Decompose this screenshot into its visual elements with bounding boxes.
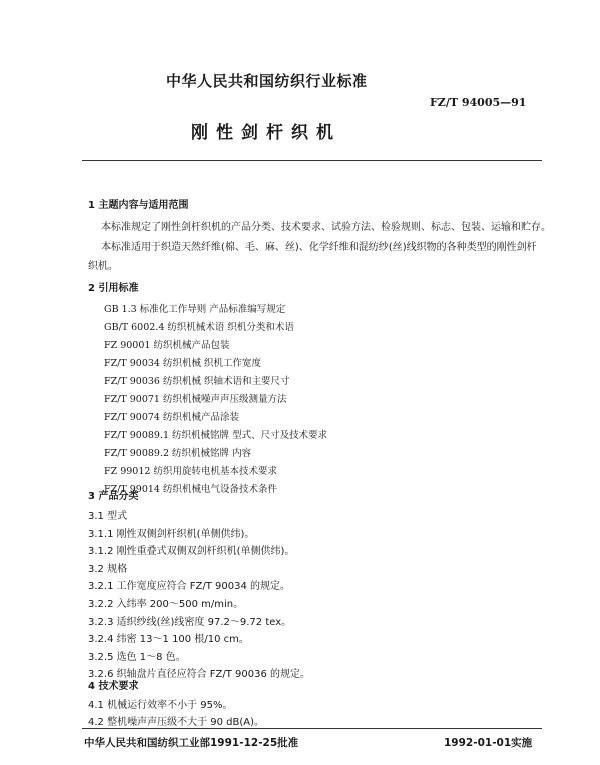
section-3-heading: 3 产品分类 xyxy=(88,491,139,502)
reference-item: FZ/T 90074 纺织机械产品涂装 xyxy=(104,412,239,423)
reference-item: FZ 90001 纺织机械产品包装 xyxy=(104,340,230,351)
reference-item: GB 1.3 标准化工作导则 产品标准编写规定 xyxy=(104,304,286,315)
standard-code: FZ/T 94005—91 xyxy=(430,96,527,109)
section-2-heading: 2 引用标准 xyxy=(88,283,139,294)
reference-item: FZ/T 99014 纺织机械电气设备技术条件 xyxy=(104,484,277,495)
clause-3-2-1: 3.2.1 工作宽度应符合 FZ/T 90034 的规定。 xyxy=(88,581,291,593)
reference-item: FZ/T 90034 纺织机械 织机工作宽度 xyxy=(104,358,262,369)
section-1-para-1: 本标准规定了刚性剑杆织机的产品分类、技术要求、试验方法、检验规则、标志、包装、运输和贮存。 xyxy=(101,222,551,233)
reference-item: FZ/T 90036 纺织机械 织轴术语和主要尺寸 xyxy=(104,376,290,387)
section-1-para-2-line-2: 织机。 xyxy=(88,261,118,272)
document-title: 刚性剑杆织机 xyxy=(191,123,341,143)
bottom-divider xyxy=(82,728,542,729)
reference-item: FZ 99012 纺织用旋转电机基本技术要求 xyxy=(104,466,277,477)
clause-4-2: 4.2 整机噪声声压级不大于 90 dB(A)。 xyxy=(88,717,265,728)
clause-3-2: 3.2 规格 xyxy=(88,563,128,575)
clause-3-2-2: 3.2.2 入纬率 200～500 m/min。 xyxy=(88,599,244,610)
effective-date: 1992-01-01实施 xyxy=(444,737,533,749)
top-divider xyxy=(82,160,542,161)
clause-3-2-6: 3.2.6 织轴盘片直径应符合 FZ/T 90036 的规定。 xyxy=(88,669,311,681)
reference-item: FZ/T 90089.1 纺织机械铭牌 型式、尺寸及技术要求 xyxy=(104,430,328,441)
clause-3-1: 3.1 型式 xyxy=(88,511,128,522)
clause-3-2-3: 3.2.3 适织纱线(丝)线密度 97.2～9.72 tex。 xyxy=(88,616,292,628)
clause-4-1: 4.1 机械运行效率不小于 95%。 xyxy=(88,700,233,711)
section-4-heading: 4 技术要求 xyxy=(88,681,139,692)
reference-item: FZ/T 90071 纺织机械噪声声压级测量方法 xyxy=(104,394,287,405)
clause-3-2-4: 3.2.4 纬密 13～1 100 根/10 cm。 xyxy=(88,634,249,646)
section-1-heading: 1 主题内容与适用范围 xyxy=(88,200,189,211)
section-1-para-2-line-1: 本标准适用于织造天然纤维(棉、毛、麻、丝)、化学纤维和混纺纱(丝)线织物的各种类型的刚性剑杆 xyxy=(101,242,537,253)
clause-3-1-2: 3.1.2 刚性重叠式双侧双剑杆织机(单侧供纬)。 xyxy=(88,546,295,558)
clause-3-2-5: 3.2.5 选色 1～8 色。 xyxy=(88,651,186,663)
approval-statement: 中华人民共和国纺织工业部1991-12-25批准 xyxy=(84,737,299,749)
reference-item: GB/T 6002.4 纺织机械术语 织机分类和术语 xyxy=(104,322,294,333)
reference-item: FZ/T 90089.2 纺织机械铭牌 内容 xyxy=(104,448,252,459)
clause-3-1-1: 3.1.1 刚性双侧剑杆织机(单侧供纬)。 xyxy=(88,528,255,540)
issuing-organization: 中华人民共和国纺织行业标准 xyxy=(166,72,368,90)
